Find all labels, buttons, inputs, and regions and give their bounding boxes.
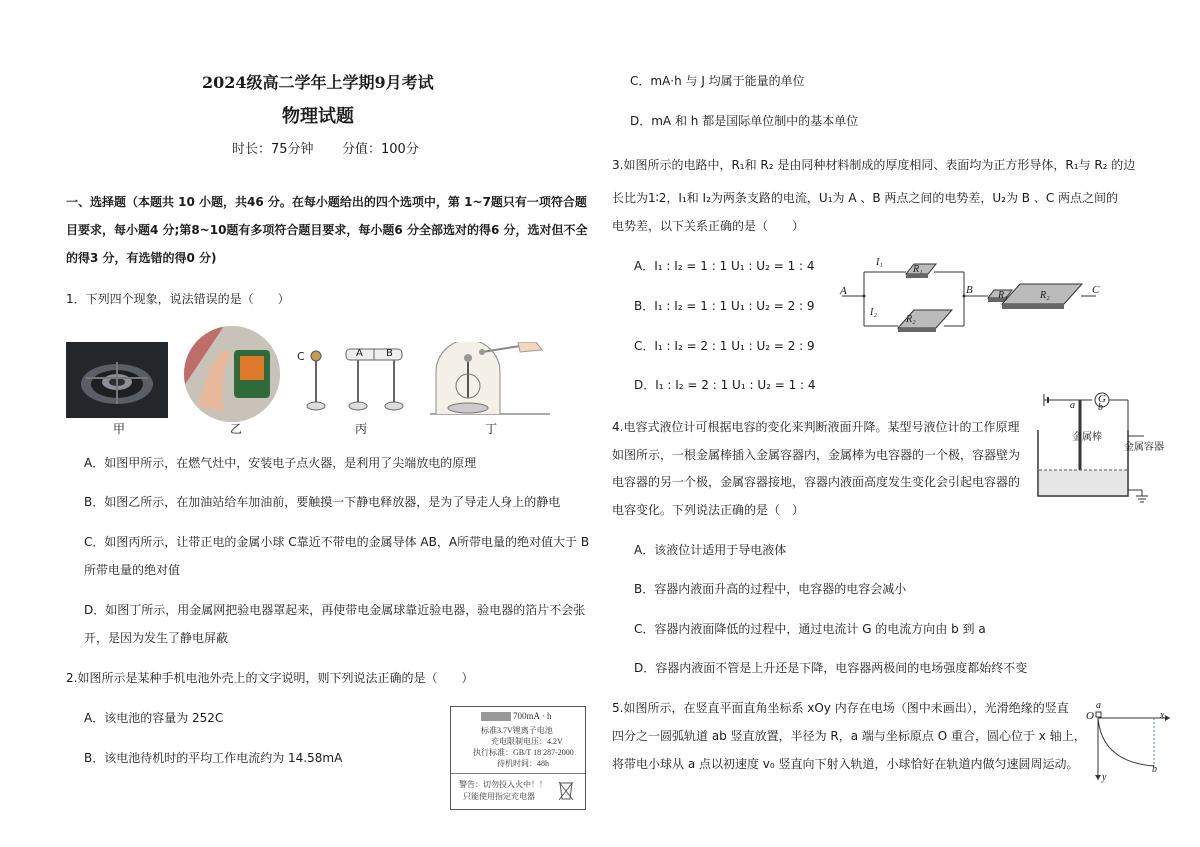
q3-option-a[interactable]: A．I₁ : I₂ = 1 : 1 U₁ : U₂ = 1 : 4 [634, 259, 815, 273]
q2-option-c[interactable]: C．mA·h 与 J 均属于能量的单位 [630, 74, 805, 88]
conductor-b-label: B [386, 348, 393, 359]
fig-label-bing: 丙 [355, 422, 368, 436]
q4-stem-line2: 如图所示，一根金属棒插入金属容器内，金属棒为电容器的一个极，容器壁为 [612, 448, 1021, 462]
q1-option-c[interactable]: C．如图丙所示，让带正电的金属小球 C靠近不带电的金属导体 AB，A所带电量的绝对值大于 B [84, 535, 590, 549]
static-discharger-photo [184, 326, 280, 422]
battery-icon [481, 712, 511, 721]
conductor-a-label: A [356, 348, 363, 359]
q2-stem: 2.如图所示是某种手机电池外壳上的文字说明，则下列说法正确的是（ ） [66, 671, 474, 685]
battery-capacity: 700mA · h [513, 711, 552, 721]
ball-c-label: C [297, 350, 305, 363]
circuit-label-r2-bottom: R₂ [906, 314, 916, 325]
q1-option-b[interactable]: B．如图乙所示，在加油站给车加油前，要触摸一下静电释放器，是为了导走人身上的静电 [84, 495, 561, 509]
circuit-label-b: B [966, 284, 973, 296]
exam-score: 分值：100分 [342, 142, 419, 157]
circuit-label-r1-top: R₁ [913, 264, 923, 275]
q5-stem-line2: 四分之一圆弧轨道 ab 竖直放置，半径为 R，a 端与坐标原点 O 重合，圆心位于 x 轴上， [612, 729, 1086, 743]
circuit-label-r1-series: R₁ [998, 290, 1008, 301]
q1-option-a[interactable]: A．如图甲所示，在燃气灶中，安装电子点火器，是利用了尖端放电的原理 [84, 456, 477, 470]
q1-option-c-cont: 所带电量的绝对值 [84, 563, 181, 577]
battery-label-card [450, 706, 586, 810]
q5-stem-line3: 将带电小球从 a 点以初速度 v₀ 竖直向下射入轨道，小球恰好在轨道内做匀速圆周运动。 [612, 757, 1079, 771]
exam-title: 2024级高二学年上学期9月考试 [202, 73, 434, 92]
q2-option-d[interactable]: D．mA 和 h 都是国际单位制中的基本单位 [630, 114, 859, 128]
q4-stem-line1: 4.电容式液位计可根据电容的变化来判断液面升降。某型号液位计的工作原理 [612, 420, 1020, 434]
galvanometer-g-label: G [1098, 393, 1106, 405]
circuit-label-i1: I₁ [876, 257, 883, 268]
gas-stove-photo [66, 342, 168, 418]
q1-stem: 1．下列四个现象，说法错误的是（ ） [66, 292, 290, 306]
battery-warning2: 只能使用指定充电器 [463, 792, 535, 801]
battery-line4: 待机时间：48h [497, 759, 549, 768]
q4-stem-line3: 电容器的另一个极，金属容器接地，容器内液面高度发生变化会引起电容器的 [612, 475, 1021, 489]
subject-title: 物理试题 [282, 106, 354, 127]
recycle-bin-icon [557, 779, 575, 801]
electroscope-shield-diagram [430, 342, 550, 416]
battery-line3: 执行标准：GB/T 18 287-2000 [473, 748, 574, 757]
battery-line1: 标准3.7V锂离子电池 [481, 726, 553, 735]
q3-stem-line2: 长比为1∶2，I₁和 I₂为两条支路的电流，U₁为 A 、B 两点之间的电势差，U₂为 B 、C 两点之间的 [612, 191, 1119, 205]
circuit-label-c: C [1092, 284, 1100, 296]
exam-duration: 时长：75分钟 [232, 142, 314, 157]
q5-label-a: a [1096, 700, 1101, 711]
circuit-label-i2: I₂ [870, 307, 877, 318]
battery-line2: 充电限制电压：4.2V [491, 737, 563, 746]
circuit-label-a: A [840, 285, 847, 297]
section-instructions: 一、选择题（本题共 10 小题，共46 分。在每小题给出的四个选项中，第 1~7题只有一项符合题目要求，每小题4 分;第8~10题有多项符合题目要求，每小题6 分全部选对的得6 分，选对但不全的得3 分，有选错的得0 分) [66, 195, 588, 265]
fig-label-yi: 乙 [230, 422, 243, 436]
q5-label-b: b [1152, 764, 1157, 775]
q3-stem-line3: 电势差，以下关系正确的是（ ） [612, 219, 805, 233]
circuit-label-r2-series: R₂ [1040, 290, 1050, 301]
metal-container-label: 金属容器 [1124, 442, 1164, 453]
q4-stem-line4: 电容变化。下列说法正确的是（ ） [612, 503, 805, 517]
q4-option-d[interactable]: D．容器内液面不管是上升还是下降，电容器两极间的电场强度都始终不变 [634, 661, 1028, 675]
q4-option-b[interactable]: B．容器内液面升高的过程中，电容器的电容会减小 [634, 582, 907, 596]
charged-ball-diagram [294, 343, 414, 415]
q2-option-b[interactable]: B．该电池待机时的平均工作电流约为 14.58mA [84, 751, 343, 765]
battery-warning1: 警告：切勿投入火中！！ [459, 780, 547, 789]
q2-option-a[interactable]: A．该电池的容量为 252C [84, 711, 224, 725]
q5-stem-line1: 5.如图所示，在竖直平面直角坐标系 xOy 内存在电场（图中未画出），光滑绝缘的竖直 [612, 701, 1069, 715]
metal-rod-label: 金属棒 [1072, 432, 1102, 443]
fig-label-ding: 丁 [485, 422, 498, 436]
q3-option-b[interactable]: B．I₁ : I₂ = 1 : 1 U₁ : U₂ = 2 : 9 [634, 299, 815, 313]
q5-label-o: O [1086, 710, 1094, 722]
q5-label-y: y [1102, 772, 1107, 783]
q4-option-a[interactable]: A．该液位计适用于导电液体 [634, 543, 787, 557]
fig-label-jia: 甲 [113, 422, 126, 436]
q1-option-d[interactable]: D．如图丁所示，用金属网把验电器罩起来，再使带电金属球靠近验电器，验电器的箔片不会张 [84, 603, 586, 617]
q5-label-x: x [1160, 710, 1165, 721]
q1-option-d-cont: 开，是因为发生了静电屏蔽 [84, 631, 229, 645]
q3-option-d[interactable]: D．I₁ : I₂ = 2 : 1 U₁ : U₂ = 1 : 4 [634, 378, 816, 392]
gauge-label-b: b [1098, 402, 1103, 413]
gauge-label-a: a [1070, 400, 1075, 411]
q3-option-c[interactable]: C．I₁ : I₂ = 2 : 1 U₁ : U₂ = 2 : 9 [634, 339, 815, 353]
q4-option-c[interactable]: C．容器内液面降低的过程中，通过电流计 G 的电流方向由 b 到 a [634, 622, 986, 636]
q3-stem-line1: 3.如图所示的电路中，R₁和 R₂ 是由同种材料制成的厚度相同、表面均为正方形导体，R₁与 R₂ 的边 [612, 158, 1136, 172]
